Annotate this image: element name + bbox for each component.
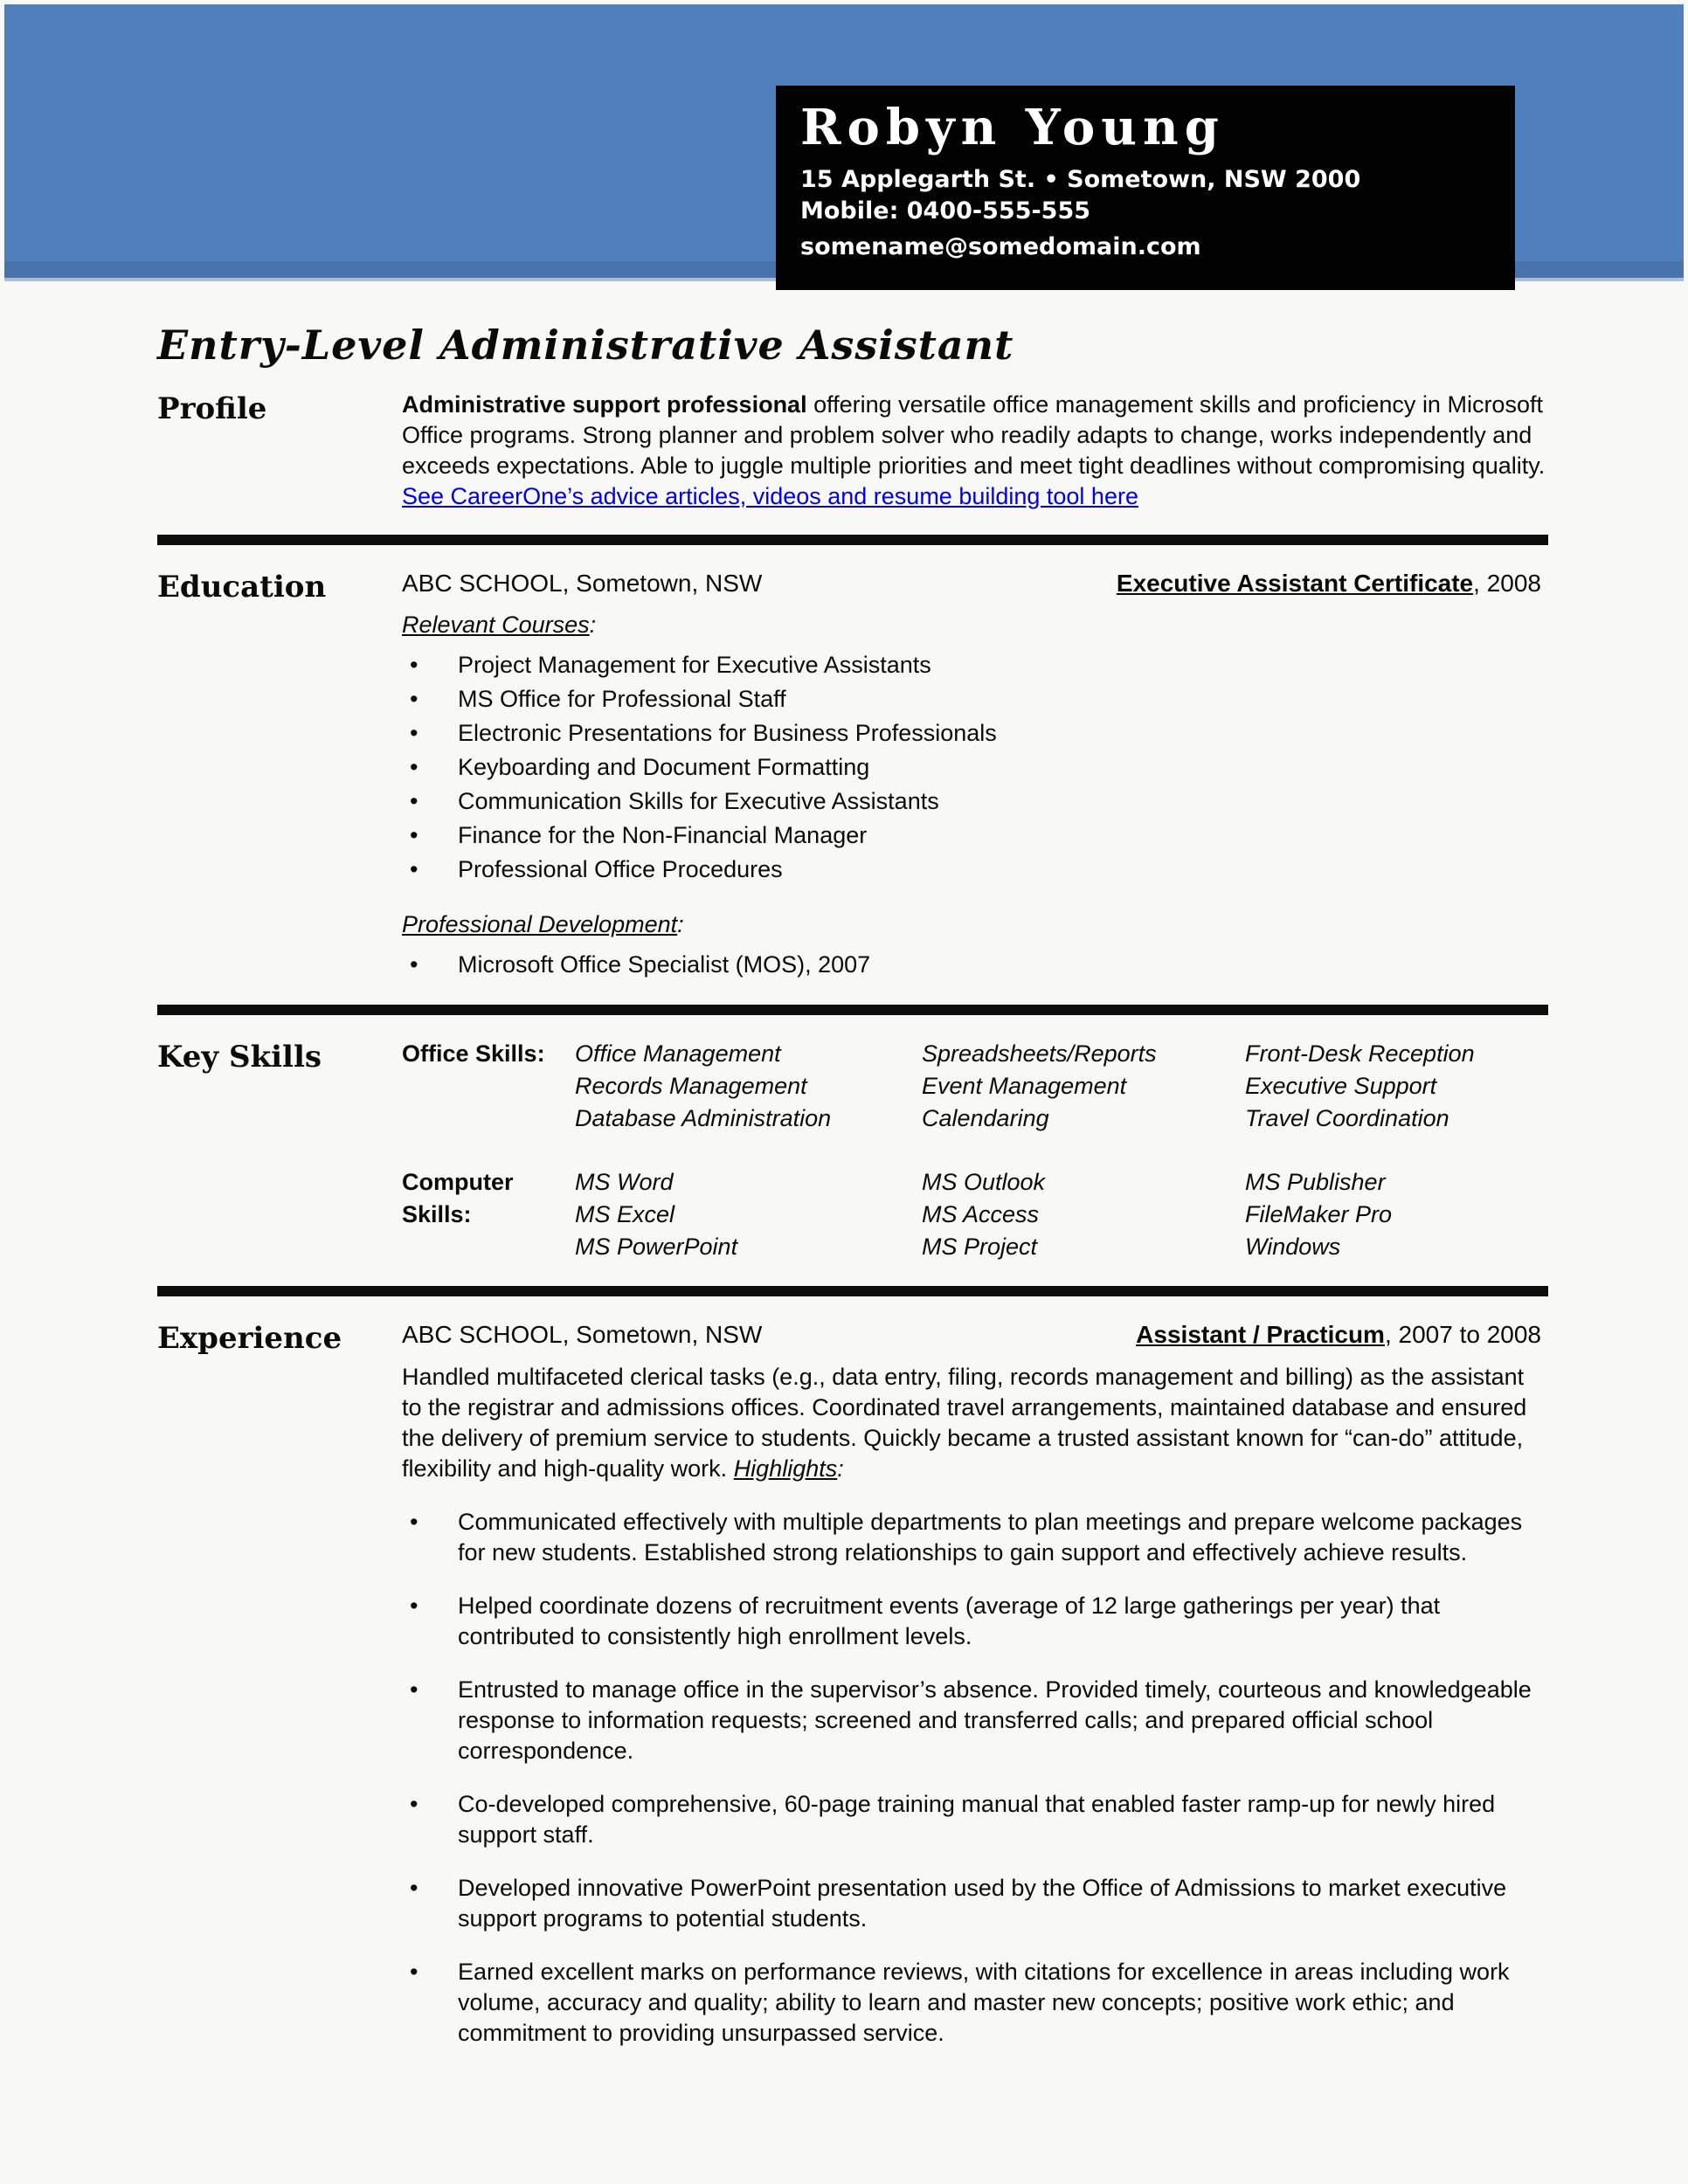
bullet-marker: • [410,720,419,746]
course-text: Finance for the Non-Financial Manager [458,822,868,848]
bullet-marker: • [410,788,419,814]
relevant-courses-heading: Relevant Courses: [402,612,597,638]
skill-item: MS PowerPoint [575,1234,738,1260]
professional-development-heading: Professional Development: [402,911,684,937]
skill-item: Spreadsheets/Reports [922,1040,1157,1067]
highlight-list-item [402,1507,1548,1568]
skill-item: MS Project [922,1234,1038,1260]
address-line: 15 Applegarth St. • Sometown, NSW 2000 [800,166,1361,194]
education-header [402,568,1548,598]
education-degree: Executive Assistant Certificate [1116,570,1474,597]
bullet-marker: • [410,1676,419,1703]
highlight-list-item [402,1591,1548,1652]
professional-development-list [402,948,1548,982]
skill-item: Event Management [922,1073,1127,1099]
education-school: ABC SCHOOL, Sometown, NSW [402,570,763,597]
course-list-item [402,853,1548,887]
highlight-text: Communicated effectively with multiple departments to plan meetings and prepare welcome packages for new students. Established strong relationships to gain support and effectively achieve results. [458,1509,1523,1565]
education-section [157,568,1548,982]
section-divider [157,535,1548,545]
course-list-item [402,750,1548,784]
skill-item: MS Publisher [1245,1169,1386,1195]
document-title: Entry-Level Administrative Assistant [157,321,1014,369]
course-list-item [402,648,1548,682]
highlight-list-item [402,1789,1548,1850]
bullet-marker: • [410,754,419,780]
skill-item: Records Management [575,1073,807,1099]
bullet-marker: • [410,856,419,882]
experience-role-dates [1136,1319,1541,1350]
section-label-education: Education [157,570,327,605]
skill-item: Windows [1245,1234,1341,1260]
person-name: Robyn Young [800,99,1225,156]
bullet-marker: • [410,1959,419,1985]
bullet-marker: • [410,1791,419,1817]
experience-school: ABC SCHOOL, Sometown, NSW [402,1321,763,1348]
highlight-text: Developed innovative PowerPoint presentation used by the Office of Admissions to market executive support programs to potential students. [458,1875,1507,1932]
mobile-line: Mobile: 0400-555-555 [800,197,1091,225]
highlight-text: Entrusted to manage office in the supervisor’s absence. Provided timely, courteous and knowledgeable response to information requests; screened and transferred calls; and prepared official school correspondence. [458,1676,1532,1764]
skill-item: Front-Desk Reception [1245,1040,1475,1067]
key-skills-section [157,1038,1548,1263]
course-list-item [402,716,1548,750]
highlight-list-item [402,1957,1548,2049]
experience-highlights-list [402,1507,1548,2049]
course-text: Project Management for Executive Assistants [458,652,931,678]
course-list-item [402,682,1548,716]
experience-header [402,1319,1548,1350]
education-degree-year: , 2008 [1473,570,1541,597]
highlight-list-item [402,1873,1548,1934]
section-divider [157,1005,1548,1015]
course-list-item [402,819,1548,853]
experience-section [157,1319,1548,2049]
section-divider [157,1286,1548,1296]
skill-item: Database Administration [575,1105,832,1131]
experience-dates: , 2007 to 2008 [1384,1321,1541,1348]
experience-summary: Handled multifaceted clerical tasks (e.g., data entry, filing, records management and billing) as the assistant to the registrar and admissions offices. Coordinated travel arrangements, maintained database and ensured the delivery of premium service to students. Quickly became a trusted assistant known for “can-do” attitude, flexibility and high-quality work. Highlights: [402,1364,1527,1482]
course-text: Professional Office Procedures [458,856,783,882]
profile-summary [402,390,1548,481]
highlight-list-item [402,1675,1548,1766]
office-skills-row [402,1038,1548,1135]
course-text: Electronic Presentations for Business Professionals [458,720,997,746]
relevant-courses-list [402,648,1548,887]
experience-role: Assistant / Practicum [1136,1321,1385,1348]
pd-list-item [402,948,1548,982]
computer-skills-col-1 [575,1166,922,1263]
office-skills-col-1 [575,1038,922,1135]
highlights-heading: Highlights: [733,1455,844,1482]
bullet-marker: • [410,686,419,712]
skill-item: Executive Support [1245,1073,1437,1099]
skill-item: Calendaring [922,1105,1049,1131]
skill-item: FileMaker Pro [1245,1201,1393,1227]
computer-skills-col-2 [922,1166,1245,1263]
highlight-text: Earned excellent marks on performance reviews, with citations for excellence in areas including work volume, accuracy and quality; ability to learn and master new concepts; positive work ethic; and commitment to providing unsurpassed service. [458,1959,1510,2046]
bullet-marker: • [410,822,419,848]
profile-lead-bold: Administrative support professional [402,391,807,418]
bullet-marker: • [410,1875,419,1901]
computer-skills-col-3 [1245,1166,1548,1263]
careerone-link[interactable]: See CareerOne’s advice articles, videos and resume building tool here [402,483,1138,509]
computer-skills-label: Computer Skills: [402,1169,514,1227]
section-label-experience: Experience [157,1321,342,1356]
skill-item: Travel Coordination [1245,1105,1449,1131]
office-skills-col-3 [1245,1038,1548,1135]
course-text: Keyboarding and Document Formatting [458,754,870,780]
pd-text: Microsoft Office Specialist (MOS), 2007 [458,951,871,978]
skill-item: MS Excel [575,1201,675,1227]
profile-section [157,390,1548,512]
office-skills-col-2 [922,1038,1245,1135]
course-text: MS Office for Professional Staff [458,686,786,712]
skill-item: MS Word [575,1169,674,1195]
skill-item: MS Access [922,1201,1040,1227]
contact-card [776,86,1515,290]
bullet-marker: • [410,1509,419,1535]
office-skills-label: Office Skills: [402,1040,545,1067]
skill-item: Office Management [575,1040,781,1067]
section-label-key-skills: Key Skills [157,1040,322,1075]
section-label-profile: Profile [157,391,267,426]
bullet-marker: • [410,951,419,978]
profile-summary-text: offering versatile office management skills and proficiency in Microsoft Office programs. Strong planner and problem solver who readily adapts to change, works independently and exceeds expectations. Able to juggle multiple priorities and meet tight deadlines without compromising quality. [402,391,1546,479]
course-list-item [402,784,1548,819]
highlight-text: Co-developed comprehensive, 60-page training manual that enabled faster ramp-up for newly hired support staff. [458,1791,1496,1848]
education-credential [1117,568,1541,598]
course-text: Communication Skills for Executive Assistants [458,788,939,814]
bullet-marker: • [410,1593,419,1619]
computer-skills-row [402,1166,1548,1263]
resume-body [157,321,1548,2049]
email-line: somename@somedomain.com [800,233,1201,261]
highlight-text: Helped coordinate dozens of recruitment events (average of 12 large gatherings per year) that contributed to consistently high enrollment levels. [458,1593,1441,1649]
skill-item: MS Outlook [922,1169,1046,1195]
bullet-marker: • [410,652,419,678]
